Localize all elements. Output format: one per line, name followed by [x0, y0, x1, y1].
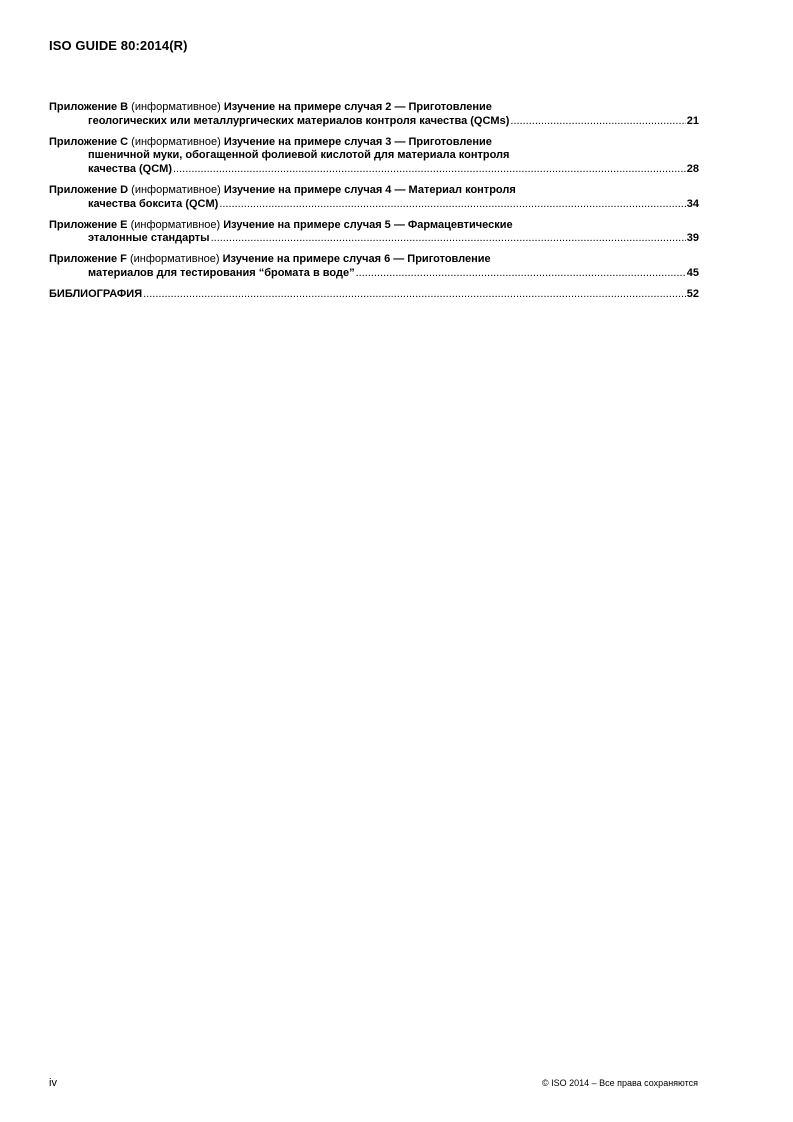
annex-title-last: эталонные стандарты	[88, 232, 210, 245]
toc-entry-middle-line	[49, 149, 699, 163]
toc-entry-last-line	[49, 163, 699, 177]
toc-entry-last-line	[49, 198, 699, 212]
annex-type: (информативное)	[130, 218, 221, 231]
toc-entry-last-line	[49, 232, 699, 246]
toc-entry-annex-c[interactable]	[49, 136, 699, 177]
dot-leader	[356, 267, 686, 281]
annex-label: Приложение C	[49, 135, 129, 148]
annex-title-first: Изучение на примере случая 5 — Фармацевтические	[223, 218, 513, 231]
toc-entry-heading	[49, 253, 699, 267]
toc-entry-heading	[49, 184, 699, 198]
footer-copyright: © ISO 2014 – Все права сохраняются	[541, 1078, 698, 1088]
document-header: ISO GUIDE 80:2014(R)	[49, 38, 188, 53]
annex-title-last: геологических или металлургических материалов контроля качества (QCMs)	[88, 114, 510, 127]
dot-leader	[510, 115, 685, 129]
toc-page-number: 39	[686, 232, 699, 245]
toc-entry-heading	[49, 136, 699, 150]
bibliography-label: БИБЛИОГРАФИЯ	[49, 287, 143, 300]
toc-page-number: 21	[686, 114, 699, 127]
dot-leader	[219, 198, 685, 212]
toc-page-number: 28	[686, 163, 699, 176]
toc-page-number: 52	[686, 287, 699, 300]
table-of-contents	[49, 101, 699, 309]
toc-entry-last-line	[49, 267, 699, 281]
toc-entry-annex-f[interactable]	[49, 253, 699, 281]
toc-entry-annex-d[interactable]	[49, 184, 699, 212]
toc-entry-heading	[49, 101, 699, 115]
toc-entry-bibliography[interactable]	[49, 288, 699, 302]
annex-title-first: Изучение на примере случая 4 — Материал контроля	[223, 183, 516, 196]
dot-leader	[143, 288, 686, 302]
annex-title-first: Изучение на примере случая 6 — Приготовление	[222, 253, 491, 266]
annex-type: (информативное)	[131, 101, 221, 113]
annex-label: Приложение F	[49, 253, 127, 266]
annex-title-first: Изучение на примере случая 2 — Приготовление	[223, 101, 492, 113]
toc-entry-annex-b[interactable]	[49, 101, 699, 129]
annex-type: (информативное)	[131, 135, 221, 148]
toc-entry-last-line	[49, 115, 699, 129]
annex-title-middle: пшеничной муки, обогащенной фолиевой кислотой для материала контроля	[88, 149, 510, 162]
dot-leader	[211, 232, 686, 246]
toc-page-number: 45	[686, 266, 699, 279]
annex-label: Приложение D	[49, 183, 129, 196]
annex-title-last: качества (QCM)	[88, 163, 172, 176]
annex-label: Приложение B	[49, 101, 129, 113]
annex-label: Приложение E	[49, 218, 128, 231]
annex-type: (информативное)	[129, 253, 220, 266]
annex-title-last: качества боксита (QCM)	[88, 197, 219, 210]
dot-leader	[173, 163, 686, 177]
footer-page-number: iv	[49, 1077, 57, 1089]
toc-page-number: 34	[686, 197, 699, 210]
toc-entry-heading	[49, 219, 699, 233]
annex-title-last: материалов для тестирования “бромата в воде”	[88, 266, 355, 279]
annex-type: (информативное)	[131, 183, 221, 196]
toc-entry-last-line	[49, 288, 699, 302]
toc-entry-annex-e[interactable]	[49, 219, 699, 247]
annex-title-first: Изучение на примере случая 3 — Приготовление	[223, 135, 492, 148]
